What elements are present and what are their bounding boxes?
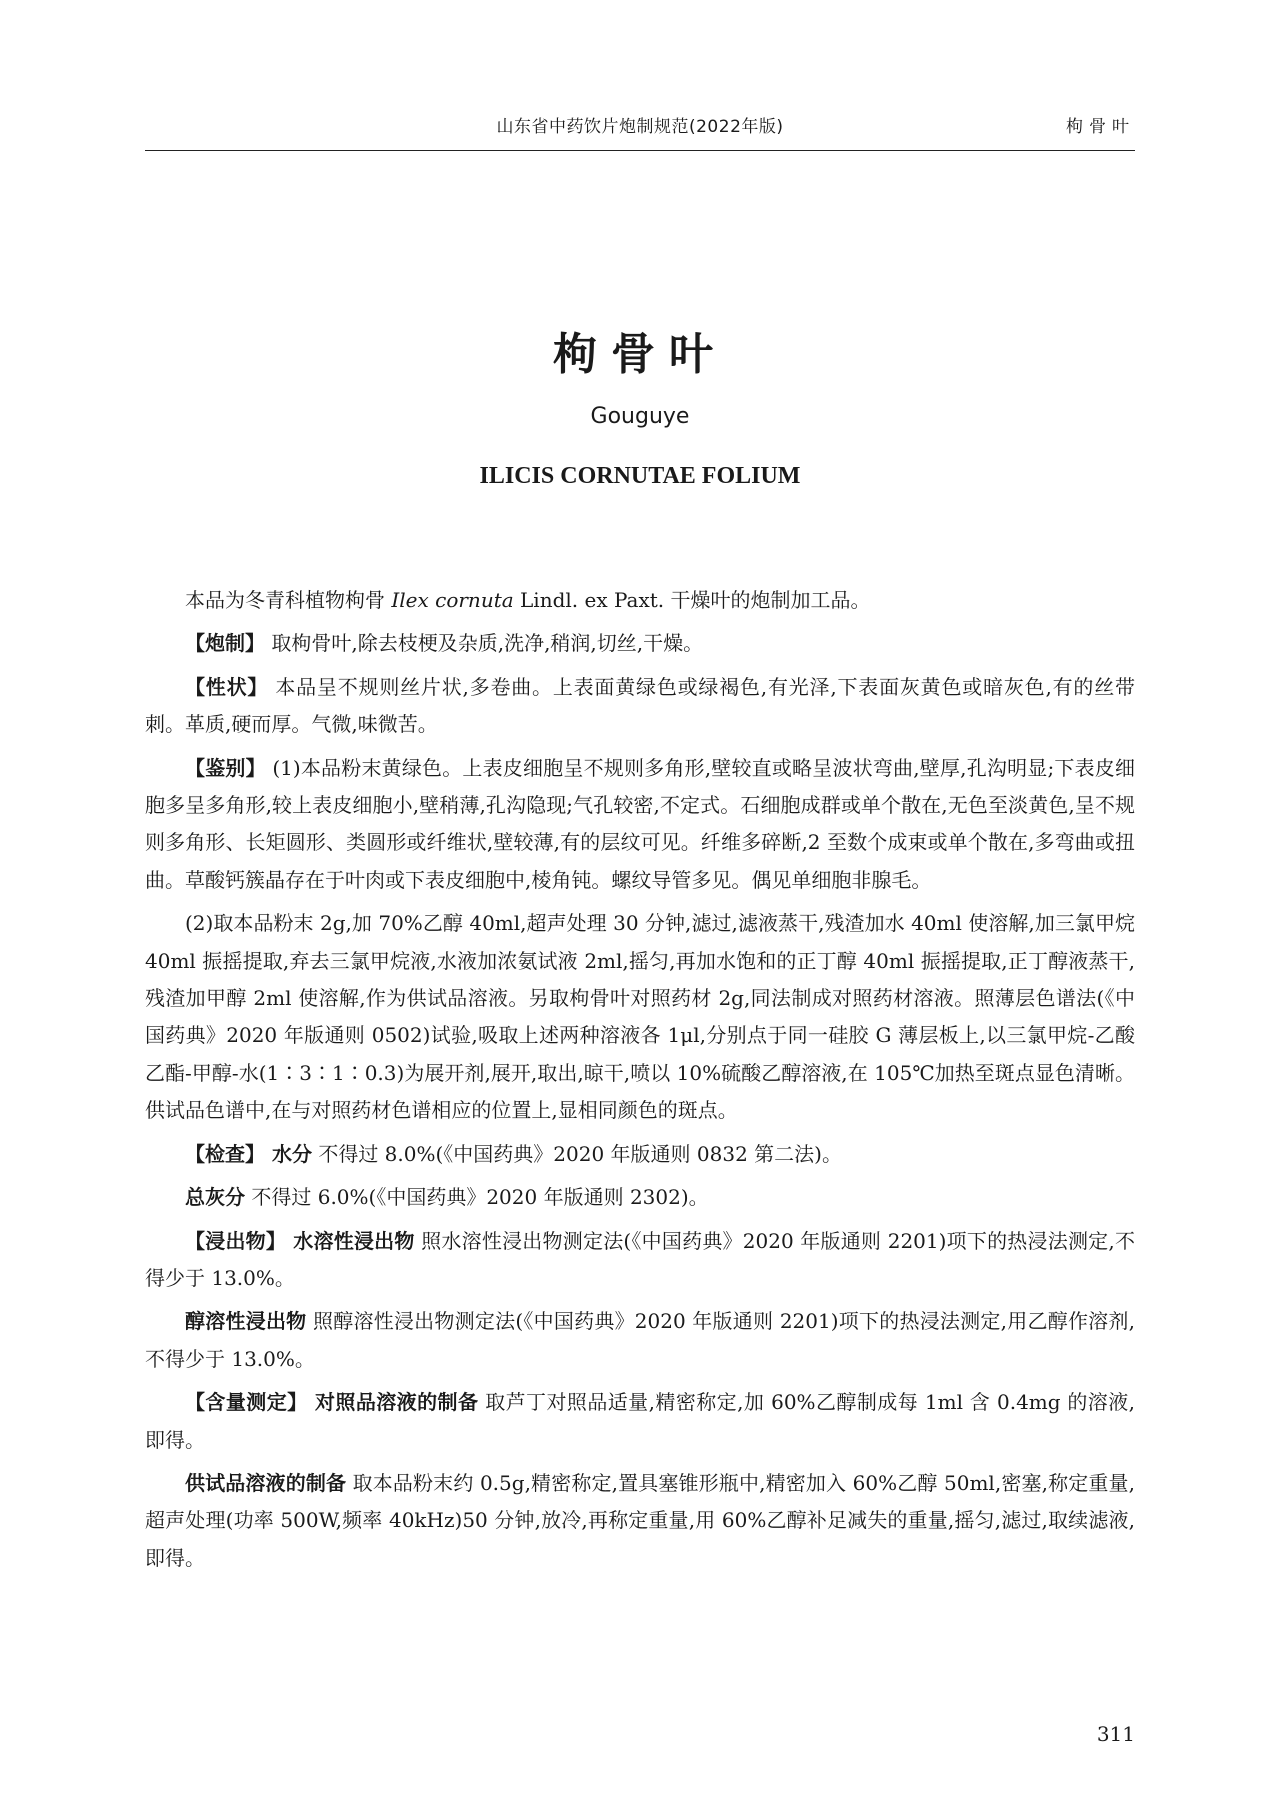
species-name: Ilex cornuta [391,588,514,612]
test-solution-paragraph [145,1465,1135,1577]
intro-paragraph [145,582,1135,619]
reference-solution-label: 对照品溶液的制备 [307,1390,479,1415]
test-solution-text: 取本品粉末约 0.5g,精密称定,置具塞锥形瓶中,精密加入 60%乙醇 50ml,密塞,称定重量,超声处理(功率 500W,频率 40kHz)50 分钟,放冷,再称定重量,用 60%乙醇补足减失的重量,摇匀,滤过,取续滤液,即得。 [145,1470,1136,1570]
identification-text-2: (2)取本品粉末 2g,加 70%乙醇 40ml,超声处理 30 分钟,滤过,滤液蒸干,残渣加水 40ml 使溶解,加三氯甲烷 40ml 振摇提取,弃去三氯甲烷液,水液加浓氨试液 2ml,摇匀,再加水饱和的正丁醇 40ml 振摇提取,正丁醇液蒸干,残渣加甲醇 2ml 使溶解,作为供试品溶液。另取枸骨叶对照药材 2g,同法制成对照药材溶液。照薄层色谱法(《中国药典》2020 年版通则 0502)试验,吸取上述两种溶液各 1μl,分别点于同一硅胶 G 薄层板上,以三氯甲烷-乙酸乙酯-甲醇-水(1∶3∶1∶0.3)为展开剂,展开,取出,晾干,喷以 10%硫酸乙醇溶液,在 105℃加热至斑点显色清晰。供试品色谱中,在与对照药材色谱相应的位置上,显相同颜色的斑点。 [145,911,1135,1123]
ethanol-extractive-text: 照醇溶性浸出物测定法(《中国药典》2020 年版通则 2201)项下的热浸法测定,用乙醇作溶剂,不得少于 13.0%。 [145,1309,1135,1371]
water-extractive-label: 水溶性浸出物 [286,1228,415,1253]
intro-text-tail: Lindl. ex Paxt. 干燥叶的炮制加工品。 [513,588,871,612]
identification-paragraph-2 [145,905,1135,1129]
characters-label: 【性状】 [185,674,269,699]
extractives-paragraph [145,1223,1135,1298]
page-number: 311 [1096,1722,1135,1746]
ash-text: 不得过 6.0%(《中国药典》2020 年版通则 2302)。 [245,1185,709,1210]
pinyin-name: Gouguye [590,404,690,429]
water-text: 不得过 8.0%(《中国药典》2020 年版通则 0832 第二法)。 [311,1141,842,1166]
ethanol-extractive-paragraph [145,1303,1135,1378]
processing-label: 【炮制】 [185,631,265,656]
water-extractive-text: 照水溶性浸出物测定法(《中国药典》2020 年版通则 2201)项下的热浸法测定,不得少于 13.0%。 [145,1228,1135,1290]
characters-paragraph [145,669,1135,744]
latin-name: ILICIS CORNUTAE FOLIUM [479,463,801,489]
processing-text: 取枸骨叶,除去枝梗及杂质,洗净,稍润,切丝,干燥。 [265,631,704,656]
water-label: 水分 [265,1141,312,1166]
intro-text: 本品为冬青科植物枸骨 [185,588,392,612]
monograph-body [145,582,1135,1577]
header-rule [145,150,1135,151]
inspection-label: 【检查】 [185,1141,265,1166]
processing-paragraph [145,625,1135,662]
reference-solution-text: 取芦丁对照品适量,精密称定,加 60%乙醇制成每 1ml 含 0.4mg 的溶液,即得。 [145,1390,1136,1452]
assay-label: 【含量测定】 [185,1390,308,1415]
characters-text: 本品呈不规则丝片状,多卷曲。上表面黄绿色或绿褐色,有光泽,下表面灰黄色或暗灰色,有的丝带刺。革质,硬而厚。气微,味微苦。 [145,674,1135,737]
assay-paragraph [145,1384,1135,1459]
ash-paragraph [145,1179,1135,1216]
extractives-label: 【浸出物】 [185,1228,287,1253]
book-title: 山东省中药饮片炮制规范(2022年版) [496,117,784,137]
identification-paragraph-1 [145,750,1135,900]
ethanol-extractive-label: 醇溶性浸出物 [185,1309,307,1334]
running-header [145,112,1135,152]
identification-label: 【鉴别】 [185,755,266,780]
identification-text-1: (1)本品粉末黄绿色。上表皮细胞呈不规则多角形,壁较直或略呈波状弯曲,壁厚,孔沟明显;下表皮细胞多呈多角形,较上表皮细胞小,壁稍薄,孔沟隐现;气孔较密,不定式。石细胞成群或单个散在,无色至淡黄色,呈不规则多角形、长矩圆形、类圆形或纤维状,壁较薄,有的层纹可见。纤维多碎断,2 至数个成束或单个散在,多弯曲或扭曲。草酸钙簇晶存在于叶肉或下表皮细胞中,棱角钝。螺纹导管多见。偶见单细胞非腺毛。 [145,755,1136,892]
entry-name-header: 枸骨叶 [1066,117,1135,137]
page-title: 枸骨叶 [553,329,727,380]
ash-label: 总灰分 [185,1185,245,1210]
test-solution-label: 供试品溶液的制备 [185,1470,347,1495]
inspection-paragraph [145,1136,1135,1173]
